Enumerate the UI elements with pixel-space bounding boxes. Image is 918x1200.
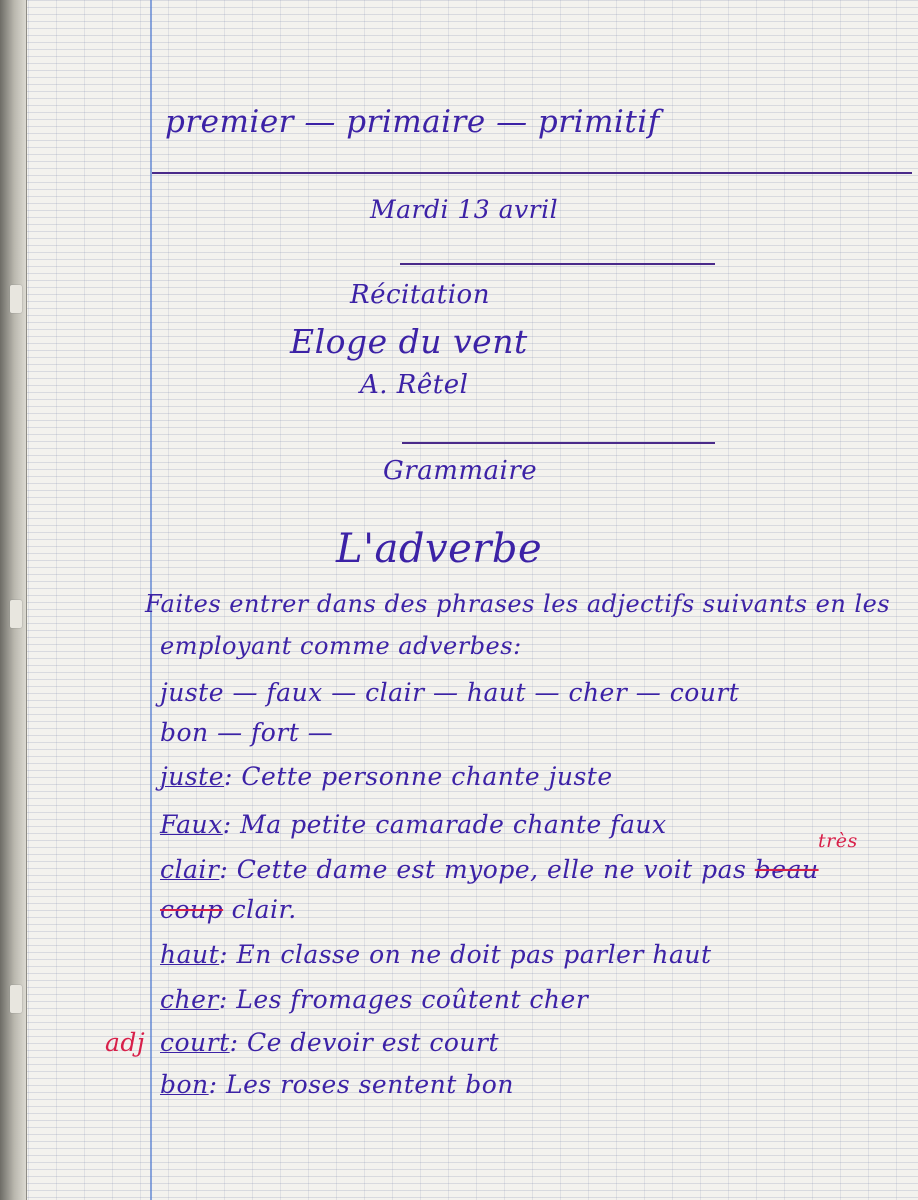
- section-divider: [400, 263, 715, 265]
- example-line: [160, 762, 613, 791]
- margin-note: adj: [105, 1028, 146, 1057]
- example-sentence: : Cette personne chante juste: [224, 762, 613, 791]
- date: Mardi 13 avril: [370, 195, 559, 224]
- staple-icon: [10, 985, 22, 1013]
- example-line: [160, 810, 667, 839]
- word-list-line: juste — faux — clair — haut — cher — court: [160, 678, 740, 707]
- example-sentence: : Les roses sentent bon: [208, 1070, 514, 1099]
- recitation-title: Eloge du vent: [290, 322, 528, 361]
- example-word: juste: [160, 762, 225, 791]
- grammar-heading: Grammaire: [383, 456, 538, 486]
- section-divider: [402, 442, 715, 444]
- staple-icon: [10, 285, 22, 313]
- example-word: haut: [160, 940, 220, 969]
- grammar-title: L'adverbe: [336, 526, 543, 572]
- example-word: cher: [160, 985, 219, 1014]
- recitation-heading: Récitation: [350, 280, 490, 310]
- example-sentence: : Cette dame est myope, elle ne voit pas: [219, 855, 747, 884]
- staple-icon: [10, 600, 22, 628]
- example-word: clair: [160, 855, 220, 884]
- recitation-author: A. Rêtel: [360, 370, 469, 400]
- example-word: court: [160, 1028, 230, 1057]
- example-line: [160, 1028, 499, 1057]
- word-list-line: bon — fort —: [160, 718, 334, 747]
- struck-word: coup: [160, 895, 224, 924]
- example-line: [160, 895, 297, 924]
- instruction-line: employant comme adverbes:: [160, 632, 522, 660]
- example-sentence: : En classe on ne doit pas parler haut: [219, 940, 712, 969]
- struck-word: beau: [754, 855, 819, 884]
- example-word: Faux: [160, 810, 223, 839]
- header-line: premier — primaire — primitif: [165, 104, 660, 140]
- example-sentence: : Ma petite camarade chante faux: [222, 810, 667, 839]
- notebook-binding: [0, 0, 27, 1200]
- example-sentence: : Les fromages coûtent cher: [218, 985, 589, 1014]
- example-line: [160, 940, 712, 969]
- header-rule: [152, 172, 912, 174]
- example-word: bon: [160, 1070, 209, 1099]
- example-line: [160, 855, 819, 884]
- correction-note: très: [818, 830, 858, 852]
- example-line: [160, 985, 588, 1014]
- example-sentence: clair.: [223, 895, 297, 924]
- instruction-line: Faites entrer dans des phrases les adjectifs suivants en les: [145, 590, 891, 618]
- example-sentence: : Ce devoir est court: [229, 1028, 500, 1057]
- example-line: [160, 1070, 514, 1099]
